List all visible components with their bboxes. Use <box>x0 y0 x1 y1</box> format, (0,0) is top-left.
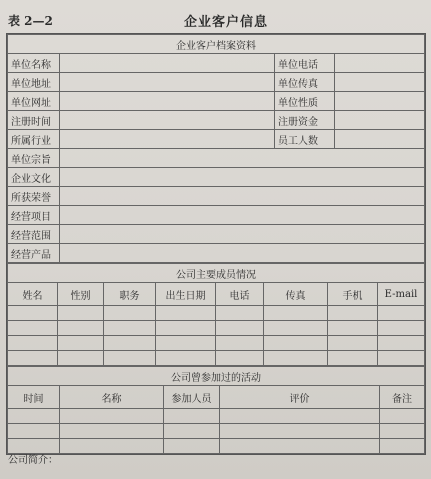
activities-table <box>7 366 425 454</box>
members-table <box>7 263 425 366</box>
field-label: 员工人数 <box>275 130 335 149</box>
column-header: E-mail <box>378 283 425 306</box>
field-value[interactable] <box>60 111 275 130</box>
table-row <box>8 409 425 424</box>
column-header: 时间 <box>8 386 60 409</box>
field-value[interactable] <box>60 225 425 244</box>
activities-heading: 公司曾参加过的活动 <box>8 367 425 386</box>
table-cell[interactable] <box>8 424 60 439</box>
table-row <box>8 336 425 351</box>
table-cell[interactable] <box>328 321 378 336</box>
field-label: 单位名称 <box>8 54 60 73</box>
field-value[interactable] <box>335 111 425 130</box>
table-cell[interactable] <box>156 351 216 366</box>
table-cell[interactable] <box>156 321 216 336</box>
table-cell[interactable] <box>58 336 104 351</box>
field-value[interactable] <box>60 187 425 206</box>
field-label: 企业文化 <box>8 168 60 187</box>
table-cell[interactable] <box>156 336 216 351</box>
table-cell[interactable] <box>58 321 104 336</box>
company-intro-label: 公司简介： <box>8 455 58 466</box>
field-label: 单位电话 <box>275 54 335 73</box>
archive-heading: 企业客户档案资料 <box>8 35 425 54</box>
table-cell[interactable] <box>60 439 164 454</box>
table-cell[interactable] <box>156 306 216 321</box>
column-header: 手机 <box>328 283 378 306</box>
field-label: 经营项目 <box>8 206 60 225</box>
field-label: 单位网址 <box>8 92 60 111</box>
field-value[interactable] <box>60 54 275 73</box>
table-row <box>8 321 425 336</box>
table-cell[interactable] <box>164 424 220 439</box>
field-label: 注册时间 <box>8 111 60 130</box>
table-cell[interactable] <box>380 439 425 454</box>
archive-row <box>8 149 425 168</box>
table-cell[interactable] <box>264 351 328 366</box>
form-header <box>8 10 428 30</box>
archive-row <box>8 73 425 92</box>
field-value[interactable] <box>60 244 425 263</box>
column-header: 姓名 <box>8 283 58 306</box>
table-row <box>8 306 425 321</box>
column-header: 电话 <box>216 283 264 306</box>
archive-row <box>8 244 425 263</box>
table-cell[interactable] <box>104 336 156 351</box>
table-row <box>8 424 425 439</box>
table-cell[interactable] <box>380 409 425 424</box>
field-label: 所属行业 <box>8 130 60 149</box>
table-cell[interactable] <box>220 409 380 424</box>
field-label: 注册资金 <box>275 111 335 130</box>
table-cell[interactable] <box>104 321 156 336</box>
column-header: 评价 <box>220 386 380 409</box>
table-cell[interactable] <box>104 351 156 366</box>
archive-row <box>8 92 425 111</box>
column-header: 名称 <box>60 386 164 409</box>
table-cell[interactable] <box>58 351 104 366</box>
table-cell[interactable] <box>8 336 58 351</box>
table-cell[interactable] <box>378 336 425 351</box>
table-row <box>8 439 425 454</box>
field-label: 单位传真 <box>275 73 335 92</box>
table-cell[interactable] <box>164 409 220 424</box>
column-header: 性别 <box>58 283 104 306</box>
column-header: 出生日期 <box>156 283 216 306</box>
table-cell[interactable] <box>328 336 378 351</box>
archive-row <box>8 111 425 130</box>
field-value[interactable] <box>335 73 425 92</box>
field-value[interactable] <box>60 73 275 92</box>
archive-row <box>8 130 425 149</box>
table-cell[interactable] <box>378 321 425 336</box>
table-cell[interactable] <box>8 409 60 424</box>
column-header: 参加人员 <box>164 386 220 409</box>
column-header: 职务 <box>104 283 156 306</box>
column-header: 传真 <box>264 283 328 306</box>
archive-row <box>8 168 425 187</box>
column-header: 备注 <box>380 386 425 409</box>
field-label: 经营产品 <box>8 244 60 263</box>
table-cell[interactable] <box>264 321 328 336</box>
field-value[interactable] <box>60 168 425 187</box>
members-header-row <box>8 283 425 306</box>
archive-row <box>8 225 425 244</box>
field-label: 单位地址 <box>8 73 60 92</box>
field-value[interactable] <box>60 92 275 111</box>
table-cell[interactable] <box>8 306 58 321</box>
table-cell[interactable] <box>216 306 264 321</box>
table-cell[interactable] <box>264 336 328 351</box>
table-cell[interactable] <box>220 439 380 454</box>
table-cell[interactable] <box>216 336 264 351</box>
field-value[interactable] <box>335 130 425 149</box>
table-number: 表 2—2 <box>8 14 53 28</box>
table-cell[interactable] <box>60 424 164 439</box>
archive-row <box>8 187 425 206</box>
activities-header-row <box>8 386 425 409</box>
field-label: 单位宗旨 <box>8 149 60 168</box>
table-cell[interactable] <box>8 321 58 336</box>
table-cell[interactable] <box>8 351 58 366</box>
table-row <box>8 351 425 366</box>
table-cell[interactable] <box>104 306 156 321</box>
table-cell[interactable] <box>164 439 220 454</box>
field-value[interactable] <box>335 92 425 111</box>
table-cell[interactable] <box>60 409 164 424</box>
field-label: 单位性质 <box>275 92 335 111</box>
table-cell[interactable] <box>220 424 380 439</box>
customer-info-form <box>6 33 426 455</box>
archive-table <box>7 34 425 263</box>
members-heading: 公司主要成员情况 <box>8 264 425 283</box>
table-cell[interactable] <box>328 351 378 366</box>
table-cell[interactable] <box>328 306 378 321</box>
table-cell[interactable] <box>58 306 104 321</box>
table-cell[interactable] <box>378 306 425 321</box>
field-value[interactable] <box>60 130 275 149</box>
field-label: 所获荣誉 <box>8 187 60 206</box>
form-title: 企业客户信息 <box>184 15 269 30</box>
archive-row <box>8 206 425 225</box>
table-cell[interactable] <box>378 351 425 366</box>
table-cell[interactable] <box>216 351 264 366</box>
table-cell[interactable] <box>380 424 425 439</box>
field-value[interactable] <box>60 149 425 168</box>
table-cell[interactable] <box>216 321 264 336</box>
table-cell[interactable] <box>264 306 328 321</box>
archive-row <box>8 54 425 73</box>
field-value[interactable] <box>335 54 425 73</box>
field-value[interactable] <box>60 206 425 225</box>
field-label: 经营范围 <box>8 225 60 244</box>
